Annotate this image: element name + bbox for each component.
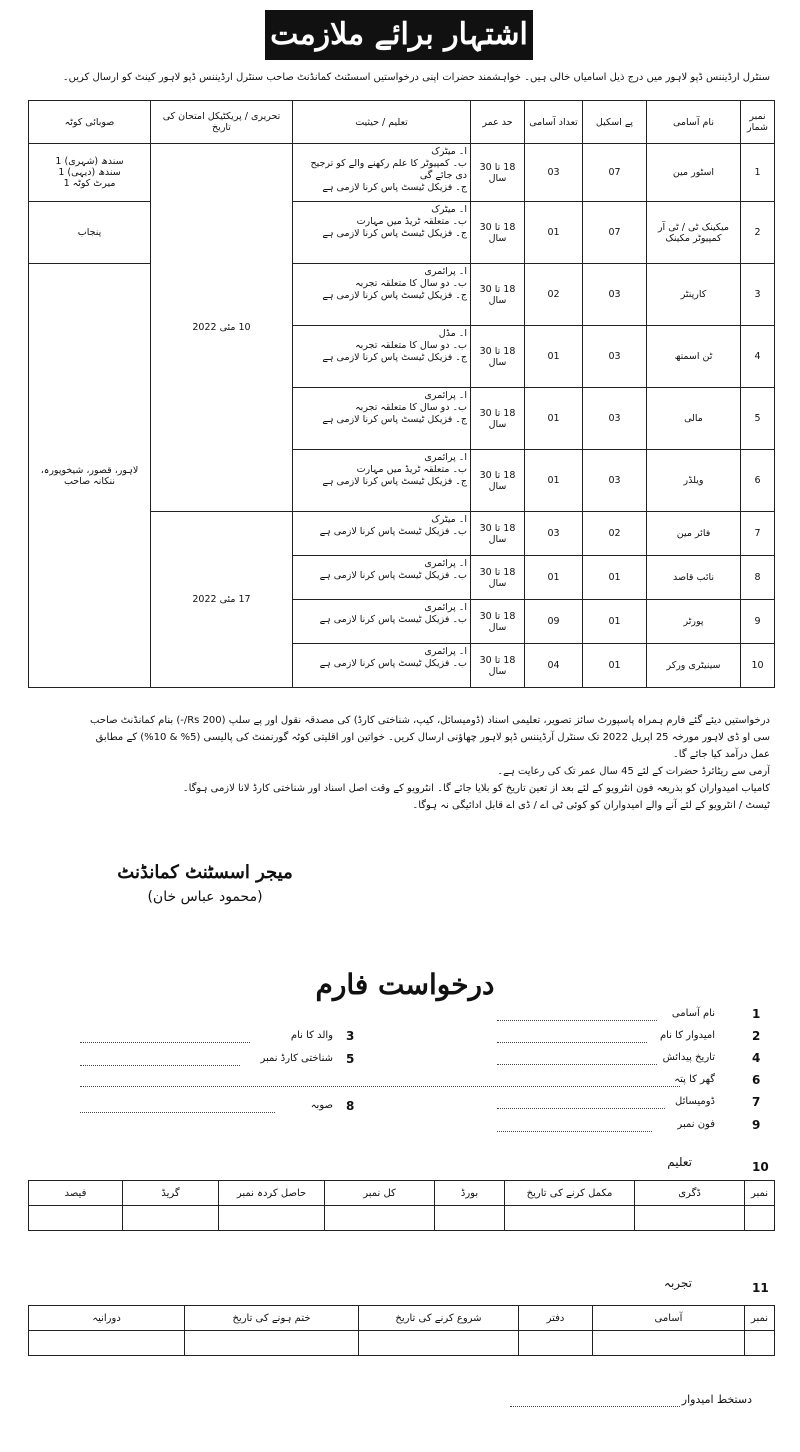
vacancy-age: 18 تا 30 سال	[471, 556, 525, 600]
vacancy-table-header	[29, 101, 775, 144]
vacancy-serial: 8	[741, 556, 775, 600]
vacancy-age: 18 تا 30 سال	[471, 600, 525, 644]
experience-label: تجربہ	[663, 1276, 692, 1290]
father-name-field[interactable]	[80, 1042, 250, 1043]
col-qualification: تعلیم / حیثیت	[293, 101, 471, 144]
field-label-post: نام آسامی	[671, 1008, 715, 1019]
vacancy-qualification	[293, 264, 471, 326]
qualification-line: ج۔ فزیکل ٹیسٹ پاس کرنا لازمی ہے	[322, 352, 467, 363]
field-number: 1	[752, 1007, 761, 1021]
vacancy-table	[28, 100, 775, 688]
vacancy-scale: 01	[583, 600, 647, 644]
vacancy-scale: 03	[583, 264, 647, 326]
field-label-father-name: والد کا نام	[290, 1030, 333, 1041]
qualification-line: ا۔ پرائمری	[424, 646, 467, 657]
quota-line: میرٹ کوٹہ 1	[63, 178, 116, 189]
vacancy-serial: 10	[741, 644, 775, 688]
edu-col-degree: ڈگری	[635, 1181, 745, 1206]
vacancy-age: 18 تا 30 سال	[471, 202, 525, 264]
vacancy-age: 18 تا 30 سال	[471, 144, 525, 202]
col-test-date: تحریری / پریکٹیکل امتحان کی تاریخ	[151, 101, 293, 144]
edu-cell[interactable]	[123, 1206, 219, 1231]
qualification-line: ج۔ فزیکل ٹیسٹ پاس کرنا لازمی ہے	[322, 476, 467, 487]
application-form-title: درخواست فارم	[315, 968, 495, 1001]
col-post: نام آسامی	[647, 101, 741, 144]
vacancy-serial: 1	[741, 144, 775, 202]
intro-text: سنٹرل آرڈیننس ڈپو لاہور میں درج ذیل آسامیاں خالی ہیں۔ خواہشمند حضرات اپنی درخواستیں اسسٹنٹ کمانڈنٹ صاحب سنٹرل آرڈیننس ڈپو لاہور کینٹ کو ارسال کریں۔	[62, 72, 770, 83]
vacancy-scale: 01	[583, 644, 647, 688]
qualification-line: ا۔ میٹرک	[431, 514, 467, 525]
edu-col-no: نمبر	[745, 1181, 775, 1206]
vacancy-qualification	[293, 644, 471, 688]
note-line: سی او ڈی لاہور مورخہ 25 اپریل 2022 تک سنٹرل آرڈیننس ڈپو لاہور چھاؤنی ارسال کریں۔ خواتین اور اقلیتی کوٹہ گورنمنٹ کی پالیسی (5% & 10%) کے مطابق	[95, 732, 770, 743]
vacancy-serial: 9	[741, 600, 775, 644]
qualification-line: ج۔ فزیکل ٹیسٹ پاس کرنا لازمی ہے	[322, 290, 467, 301]
vacancy-scale: 07	[583, 202, 647, 264]
vacancy-age: 18 تا 30 سال	[471, 644, 525, 688]
vacancy-qualification	[293, 388, 471, 450]
exp-col-duration: دورانیہ	[29, 1306, 185, 1331]
vacancy-post: ویلڈر	[647, 450, 741, 512]
edu-cell[interactable]	[325, 1206, 435, 1231]
quota-line: سندھ (شہری) 1	[55, 156, 124, 167]
exp-col-no: نمبر	[745, 1306, 775, 1331]
post-field[interactable]	[497, 1020, 657, 1021]
exp-col-post: آسامی	[593, 1306, 745, 1331]
qualification-line: ا۔ پرائمری	[424, 390, 467, 401]
qualification-line: ب۔ فزیکل ٹیسٹ پاس کرنا لازمی ہے	[319, 614, 467, 625]
vacancy-row	[29, 202, 775, 264]
experience-entry-row[interactable]	[29, 1331, 775, 1356]
exp-cell[interactable]	[519, 1331, 593, 1356]
qualification-line: ب۔ متعلقہ ٹریڈ میں مہارت	[356, 216, 467, 227]
field-number: 4	[752, 1051, 761, 1065]
exp-col-end-date: ختم ہونے کی تاریخ	[185, 1306, 359, 1331]
notes	[25, 712, 770, 814]
edu-col-percentage: فیصد	[29, 1181, 123, 1206]
col-quota: صوبائی کوٹہ	[29, 101, 151, 144]
vacancy-serial: 4	[741, 326, 775, 388]
edu-cell[interactable]	[435, 1206, 505, 1231]
signature-title: میجر اسسٹنٹ کمانڈنٹ	[117, 862, 293, 883]
col-scale: پے اسکیل	[583, 101, 647, 144]
field-label-province: صوبہ	[310, 1100, 333, 1111]
vacancy-count: 02	[525, 264, 583, 326]
vacancy-scale: 03	[583, 450, 647, 512]
vacancy-table-body	[29, 144, 775, 688]
field-label-cnic: شناختی کارڈ نمبر	[260, 1053, 333, 1064]
field-number: 11	[752, 1281, 769, 1295]
vacancy-post: پورٹر	[647, 600, 741, 644]
quota-cell: لاہور، قصور، شیخوپورہ، ننکانہ صاحب	[29, 264, 151, 688]
edu-cell[interactable]	[745, 1206, 775, 1231]
vacancy-post: سینیٹری ورکر	[647, 644, 741, 688]
qualification-line: ب۔ متعلقہ ٹریڈ میں مہارت	[356, 464, 467, 475]
note-line: ٹیسٹ / انٹرویو کے لئے آنے والے امیدواران کو کوئی ٹی اے / ڈی اے قابل ادائیگی نہ ہوگا۔	[412, 800, 770, 811]
test-date-cell: 17 مئی 2022	[151, 512, 293, 688]
note-line: درخواستیں دیئے گئے فارم ہمراہ پاسپورٹ سائز تصویر، تعلیمی اسناد (ڈومیسائل، کیپ، شناختی کارڈ) کی مصدقہ نقول اور پے سلپ (Rs 200/-) بنام کمانڈنٹ صاحب	[90, 715, 770, 726]
vacancy-count: 01	[525, 556, 583, 600]
col-serial: نمبر شمار	[741, 101, 775, 144]
vacancy-count: 03	[525, 144, 583, 202]
edu-col-grade: گریڈ	[123, 1181, 219, 1206]
vacancy-scale: 03	[583, 388, 647, 450]
edu-cell[interactable]	[219, 1206, 325, 1231]
vacancy-qualification	[293, 512, 471, 556]
field-label-address: گھر کا پتہ	[674, 1074, 715, 1085]
field-label-dob: تاریخ پیدائش	[662, 1052, 715, 1063]
field-number: 10	[752, 1160, 769, 1174]
vacancy-count: 04	[525, 644, 583, 688]
edu-col-board: بورڈ	[435, 1181, 505, 1206]
vacancy-post: کارپنٹر	[647, 264, 741, 326]
vacancy-count: 01	[525, 388, 583, 450]
signature-block	[105, 862, 305, 905]
experience-table	[28, 1305, 775, 1356]
qualification-line: ب۔ فزیکل ٹیسٹ پاس کرنا لازمی ہے	[319, 526, 467, 537]
advertisement-title: اشتہار برائے ملازمت	[265, 10, 533, 60]
vacancy-post: مالی	[647, 388, 741, 450]
vacancy-serial: 5	[741, 388, 775, 450]
field-number: 9	[752, 1118, 761, 1132]
quota-cell: پنجاب	[29, 202, 151, 264]
col-count: تعداد آسامی	[525, 101, 583, 144]
vacancy-serial: 2	[741, 202, 775, 264]
qualification-line: ا۔ میٹرک	[431, 146, 467, 157]
field-number: 3	[346, 1029, 355, 1043]
field-label-phone: فون نمبر	[677, 1119, 715, 1130]
exp-col-office: دفتر	[519, 1306, 593, 1331]
vacancy-age: 18 تا 30 سال	[471, 450, 525, 512]
education-label: تعلیم	[667, 1155, 692, 1169]
note-line: عمل درآمد کیا جائے گا۔	[672, 749, 770, 760]
qualification-line: ج۔ فزیکل ٹیسٹ پاس کرنا لازمی ہے	[322, 414, 467, 425]
vacancy-qualification	[293, 326, 471, 388]
field-number: 7	[752, 1095, 761, 1109]
education-table	[28, 1180, 775, 1231]
vacancy-post: نائب قاصد	[647, 556, 741, 600]
vacancy-count: 01	[525, 326, 583, 388]
vacancy-count: 01	[525, 450, 583, 512]
vacancy-scale: 01	[583, 556, 647, 600]
exp-cell[interactable]	[745, 1331, 775, 1356]
note-line: آرمی سے ریٹائرڈ حضرات کے لئے 45 سال عمر تک کی رعایت ہے۔	[497, 766, 770, 777]
vacancy-post: فائر مین	[647, 512, 741, 556]
edu-col-total-marks: کل نمبر	[325, 1181, 435, 1206]
edu-cell[interactable]	[505, 1206, 635, 1231]
experience-header-row	[29, 1306, 775, 1331]
field-number: 2	[752, 1029, 761, 1043]
test-date-cell: 10 مئی 2022	[151, 144, 293, 512]
signature-name: (محمود عباس خان)	[147, 889, 263, 905]
vacancy-scale: 02	[583, 512, 647, 556]
field-number: 6	[752, 1073, 761, 1087]
vacancy-serial: 6	[741, 450, 775, 512]
vacancy-row	[29, 144, 775, 202]
exp-cell[interactable]	[593, 1331, 745, 1356]
domicile-field[interactable]	[497, 1108, 665, 1109]
edu-cell[interactable]	[29, 1206, 123, 1231]
applicant-signature-field[interactable]	[510, 1406, 680, 1407]
vacancy-qualification	[293, 202, 471, 264]
vacancy-post: ٹن اسمتھ	[647, 326, 741, 388]
vacancy-qualification	[293, 450, 471, 512]
vacancy-count: 03	[525, 512, 583, 556]
exp-col-start-date: شروع کرنے کی تاریخ	[359, 1306, 519, 1331]
field-label-domicile: ڈومیسائل	[675, 1096, 715, 1107]
address-field[interactable]	[80, 1086, 680, 1087]
edu-col-obtained-marks: حاصل کردہ نمبر	[219, 1181, 325, 1206]
vacancy-scale: 07	[583, 144, 647, 202]
vacancy-row	[29, 264, 775, 326]
exp-cell[interactable]	[359, 1331, 519, 1356]
dob-field[interactable]	[497, 1064, 657, 1065]
qualification-line: ا۔ مڈل	[438, 328, 467, 339]
candidate-name-field[interactable]	[497, 1042, 647, 1043]
qualification-line: ج۔ فزیکل ٹیسٹ پاس کرنا لازمی ہے	[322, 228, 467, 239]
vacancy-post: میکینک ٹی / ٹی آر کمپیوٹر مکینک	[647, 202, 741, 264]
qualification-line: ا۔ پرائمری	[424, 266, 467, 277]
qualification-line: ا۔ پرائمری	[424, 558, 467, 569]
vacancy-scale: 03	[583, 326, 647, 388]
qualification-line: ب۔ کمپیوٹر کا علم رکھنے والے کو ترجیح دی جائے گی	[310, 158, 467, 181]
cnic-field[interactable]	[80, 1065, 240, 1066]
qualification-line: ا۔ پرائمری	[424, 602, 467, 613]
vacancy-age: 18 تا 30 سال	[471, 388, 525, 450]
vacancy-count: 09	[525, 600, 583, 644]
qualification-line: ب۔ دو سال کا متعلقہ تجربہ	[355, 340, 467, 351]
phone-field[interactable]	[497, 1131, 652, 1132]
field-number: 5	[346, 1052, 355, 1066]
qualification-line: ج۔ فزیکل ٹیسٹ پاس کرنا لازمی ہے	[322, 182, 467, 193]
vacancy-qualification	[293, 144, 471, 202]
vacancy-serial: 3	[741, 264, 775, 326]
qualification-line: ب۔ فزیکل ٹیسٹ پاس کرنا لازمی ہے	[319, 658, 467, 669]
note-line: کامیاب امیدواران کو بذریعہ فون انٹرویو کے لئے بعد از تعین تاریخ کو بلایا جائے گا۔ انٹرویو کے وقت اصل اسناد اور شناختی کارڈ لانا لازمی ہوگا۔	[182, 783, 770, 794]
vacancy-age: 18 تا 30 سال	[471, 264, 525, 326]
vacancy-age: 18 تا 30 سال	[471, 512, 525, 556]
vacancy-qualification	[293, 556, 471, 600]
qualification-line: ب۔ دو سال کا متعلقہ تجربہ	[355, 278, 467, 289]
quota-line: سندھ (دیہی) 1	[58, 167, 121, 178]
vacancy-qualification	[293, 600, 471, 644]
education-entry-row[interactable]	[29, 1206, 775, 1231]
education-header-row	[29, 1181, 775, 1206]
exp-cell[interactable]	[185, 1331, 359, 1356]
quota-cell	[29, 144, 151, 202]
vacancy-count: 01	[525, 202, 583, 264]
vacancy-age: 18 تا 30 سال	[471, 326, 525, 388]
field-number: 8	[346, 1099, 355, 1113]
qualification-line: ا۔ پرائمری	[424, 452, 467, 463]
qualification-line: ب۔ فزیکل ٹیسٹ پاس کرنا لازمی ہے	[319, 570, 467, 581]
applicant-signature-label: دستخط امیدوار	[681, 1393, 752, 1406]
exp-cell[interactable]	[29, 1331, 185, 1356]
qualification-line: ا۔ میٹرک	[431, 204, 467, 215]
field-label-candidate-name: امیدوار کا نام	[659, 1030, 715, 1041]
vacancy-serial: 7	[741, 512, 775, 556]
edu-cell[interactable]	[635, 1206, 745, 1231]
edu-col-completion-date: مکمل کرنے کی تاریخ	[505, 1181, 635, 1206]
qualification-line: ب۔ دو سال کا متعلقہ تجربہ	[355, 402, 467, 413]
col-age: حد عمر	[471, 101, 525, 144]
province-field[interactable]	[80, 1112, 275, 1113]
vacancy-post: اسٹور مین	[647, 144, 741, 202]
